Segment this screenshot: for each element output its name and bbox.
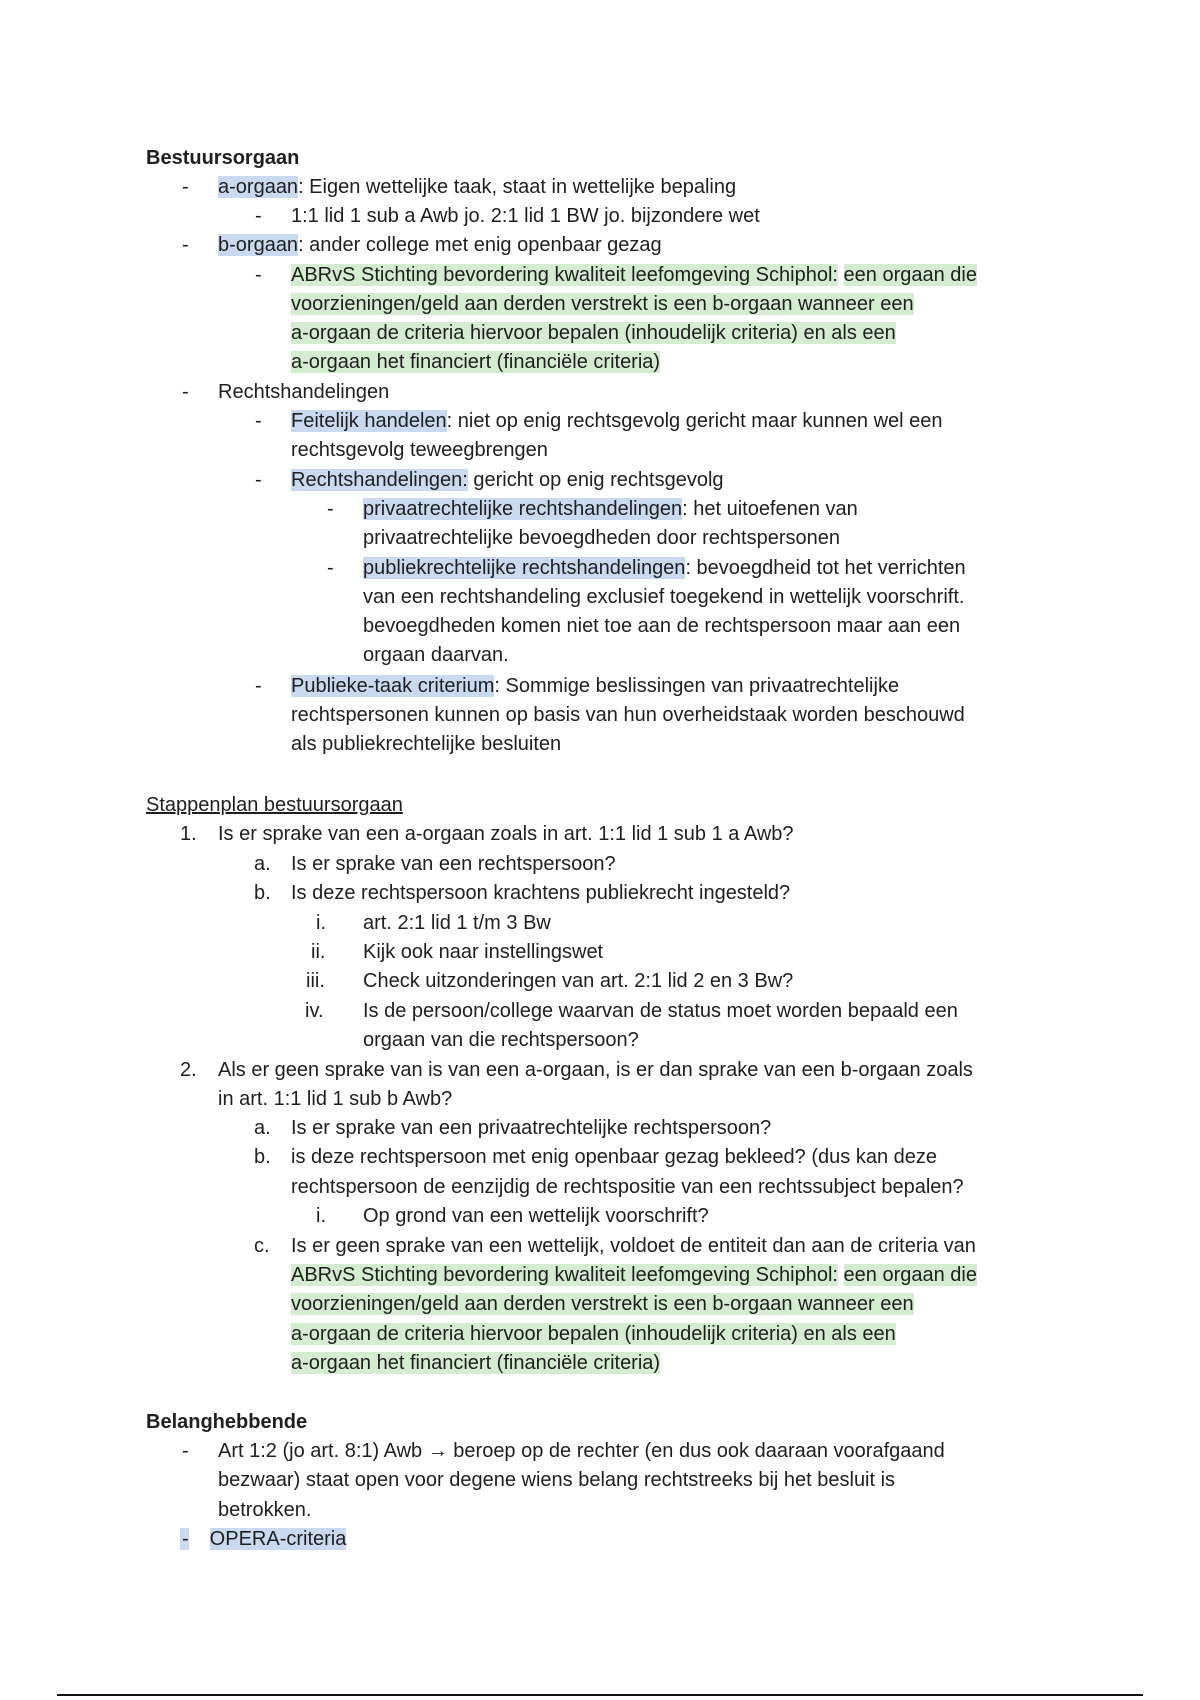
case-line-1 bbox=[291, 261, 977, 289]
list-item-opera-criteria bbox=[180, 1525, 346, 1553]
publieke-taak-cont-1: rechtspersonen kunnen op basis van hun overheidstaak worden beschouwd bbox=[291, 704, 965, 726]
list-item-privaatrechtelijk: privaatrechtelijke rechtshandelingen: het uitoefenen van bbox=[363, 498, 858, 520]
step-1b-iii: Check uitzonderingen van art. 2:1 lid 2 en 3 Bw? bbox=[363, 970, 794, 992]
step-2c-case-line-3: a-orgaan de criteria hiervoor bepalen (inhoudelijk criteria) en als een bbox=[291, 1323, 896, 1345]
publiekrechtelijk-cont-1: van een rechtshandeling exclusief toegekend in wettelijk voorschrift. bbox=[363, 586, 965, 608]
step-1b-iv: Is de persoon/college waarvan de status moet worden bepaald een bbox=[363, 1000, 958, 1022]
step-1b-i: art. 2:1 lid 1 t/m 3 Bw bbox=[363, 912, 551, 934]
privaatrechtelijk-cont: privaatrechtelijke bevoegdheden door rechtspersonen bbox=[363, 527, 840, 549]
section-heading-bestuursorgaan: Bestuursorgaan bbox=[146, 147, 300, 169]
term-publieke-taak: Publieke-taak criterium bbox=[291, 675, 495, 697]
case-line-2: voorzieningen/geld aan derden verstrekt is een b-orgaan wanneer een bbox=[291, 293, 914, 315]
term-a-orgaan: a-orgaan bbox=[218, 176, 299, 198]
bullet-marker: - bbox=[255, 205, 262, 227]
publieke-taak-cont-2: als publiekrechtelijke besluiten bbox=[291, 733, 562, 755]
step-marker: a. bbox=[254, 1117, 271, 1139]
step-marker: a. bbox=[254, 853, 271, 875]
step-marker: iv. bbox=[305, 1000, 324, 1022]
bullet-marker: - bbox=[255, 410, 262, 432]
step-marker: c. bbox=[254, 1235, 270, 1257]
term-privaatrechtelijk: privaatrechtelijke rechtshandelingen bbox=[363, 498, 683, 520]
publiekrechtelijk-cont-2: bevoegdheden komen niet toe aan de rechtspersoon maar aan een bbox=[363, 615, 961, 637]
bullet-marker: - bbox=[182, 234, 189, 256]
step-2b: is deze rechtspersoon met enig openbaar gezag bekleed? (dus kan deze bbox=[291, 1146, 937, 1168]
publiekrechtelijk-cont-3: orgaan daarvan. bbox=[363, 644, 509, 666]
bullet-marker: - bbox=[182, 176, 189, 198]
step-2b-i: Op grond van een wettelijk voorschrift? bbox=[363, 1205, 709, 1227]
step-2b-cont: rechtspersoon de eenzijdig de rechtspositie van een rechtssubject bepalen? bbox=[291, 1176, 964, 1198]
step-1b: Is deze rechtspersoon krachtens publiekrecht ingesteld? bbox=[291, 882, 791, 904]
list-item-feitelijk-handelen: Feitelijk handelen: niet op enig rechtsgevolg gericht maar kunnen wel een bbox=[291, 410, 943, 432]
bullet-marker: - bbox=[255, 675, 262, 697]
footer-rule bbox=[57, 1694, 1143, 1696]
step-marker: 2. bbox=[180, 1059, 197, 1081]
a-orgaan-description: : Eigen wettelijke taak, staat in wettelijke bepaling bbox=[298, 176, 737, 198]
term-publiekrechtelijk: publiekrechtelijke rechtshandelingen bbox=[363, 557, 686, 579]
b-orgaan-description: : ander college met enig openbaar gezag bbox=[298, 234, 662, 256]
art-1-2-cont-1: bezwaar) staat open voor degene wiens belang rechtstreeks bij het besluit is bbox=[218, 1469, 896, 1491]
step-marker: b. bbox=[254, 1146, 271, 1168]
bullet-marker: - bbox=[255, 264, 262, 286]
list-item-publieke-taak: Publieke-taak criterium: Sommige beslissingen van privaatrechtelijke bbox=[291, 675, 900, 697]
list-item-rechtshandelingen: Rechtshandelingen bbox=[218, 381, 390, 403]
step-1: Is er sprake van een a-orgaan zoals in art. 1:1 lid 1 sub 1 a Awb? bbox=[218, 823, 794, 845]
list-item-publiekrechtelijk: publiekrechtelijke rechtshandelingen: bevoegdheid tot het verrichten bbox=[363, 557, 966, 579]
bullet-marker: - bbox=[255, 469, 262, 491]
section-heading-belanghebbende: Belanghebbende bbox=[146, 1411, 308, 1433]
step-2c-case-line-4: a-orgaan het financiert (financiële criteria) bbox=[291, 1352, 661, 1374]
term-opera-criteria: OPERA-criteria bbox=[209, 1528, 347, 1550]
step-2-cont: in art. 1:1 lid 1 sub b Awb? bbox=[218, 1088, 453, 1110]
case-line-4: a-orgaan het financiert (financiële criteria) bbox=[291, 351, 661, 373]
step-marker: ii. bbox=[311, 941, 326, 963]
bullet-marker: - bbox=[327, 498, 334, 520]
case-line-3: a-orgaan de criteria hiervoor bepalen (inhoudelijk criteria) en als een bbox=[291, 322, 896, 344]
step-marker: i. bbox=[316, 1205, 326, 1227]
bullet-marker: - bbox=[182, 381, 189, 403]
list-item-b-orgaan bbox=[218, 231, 662, 259]
list-item-a-orgaan-legal-basis: 1:1 lid 1 sub a Awb jo. 2:1 lid 1 BW jo. bijzondere wet bbox=[291, 205, 760, 227]
term-b-orgaan: b-orgaan bbox=[218, 234, 299, 256]
feitelijk-handelen-cont: rechtsgevolg teweegbrengen bbox=[291, 439, 548, 461]
list-item-art-1-2: Art 1:2 (jo art. 8:1) Awb → beroep op de rechter (en dus ook daaraan voorafgaand bbox=[218, 1440, 945, 1462]
list-item-a-orgaan bbox=[218, 173, 736, 201]
stappenplan-title: Stappenplan bestuursorgaan bbox=[146, 794, 403, 816]
step-2a: Is er sprake van een privaatrechtelijke rechtspersoon? bbox=[291, 1117, 772, 1139]
step-marker: i. bbox=[316, 912, 326, 934]
case-name-schiphol: ABRvS Stichting bevordering kwaliteit leefomgeving Schiphol: bbox=[291, 264, 838, 286]
case-name-schiphol-2: ABRvS Stichting bevordering kwaliteit leefomgeving Schiphol: bbox=[291, 1264, 838, 1286]
case-text: een orgaan die bbox=[843, 264, 977, 286]
step-2c: Is er geen sprake van een wettelijk, voldoet de entiteit dan aan de criteria van bbox=[291, 1235, 976, 1257]
step-1b-iv-cont: orgaan van die rechtspersoon? bbox=[363, 1029, 639, 1051]
bullet-marker: - bbox=[327, 557, 334, 579]
step-1a: Is er sprake van een rechtspersoon? bbox=[291, 853, 616, 875]
term-feitelijk-handelen: Feitelijk handelen bbox=[291, 410, 447, 432]
step-marker: b. bbox=[254, 882, 271, 904]
step-1b-ii: Kijk ook naar instellingswet bbox=[363, 941, 604, 963]
art-1-2-cont-2: betrokken. bbox=[218, 1499, 312, 1521]
list-item-rechtshandelingen-def: Rechtshandelingen: gericht op enig rechtsgevolg bbox=[291, 469, 724, 491]
opera-bullet: - bbox=[182, 1528, 189, 1550]
bullet-marker: - bbox=[182, 1440, 189, 1462]
term-rechtshandelingen: Rechtshandelingen: bbox=[291, 469, 468, 491]
step-marker: iii. bbox=[306, 970, 325, 992]
step-2c-case-line-2: voorzieningen/geld aan derden verstrekt is een b-orgaan wanneer een bbox=[291, 1293, 914, 1315]
step-2c-case-line-1: ABRvS Stichting bevordering kwaliteit leefomgeving Schiphol: een orgaan die bbox=[291, 1264, 977, 1286]
step-2: Als er geen sprake van is van een a-orgaan, is er dan sprake van een b-orgaan zoals bbox=[218, 1059, 973, 1081]
step-marker: 1. bbox=[180, 823, 197, 845]
